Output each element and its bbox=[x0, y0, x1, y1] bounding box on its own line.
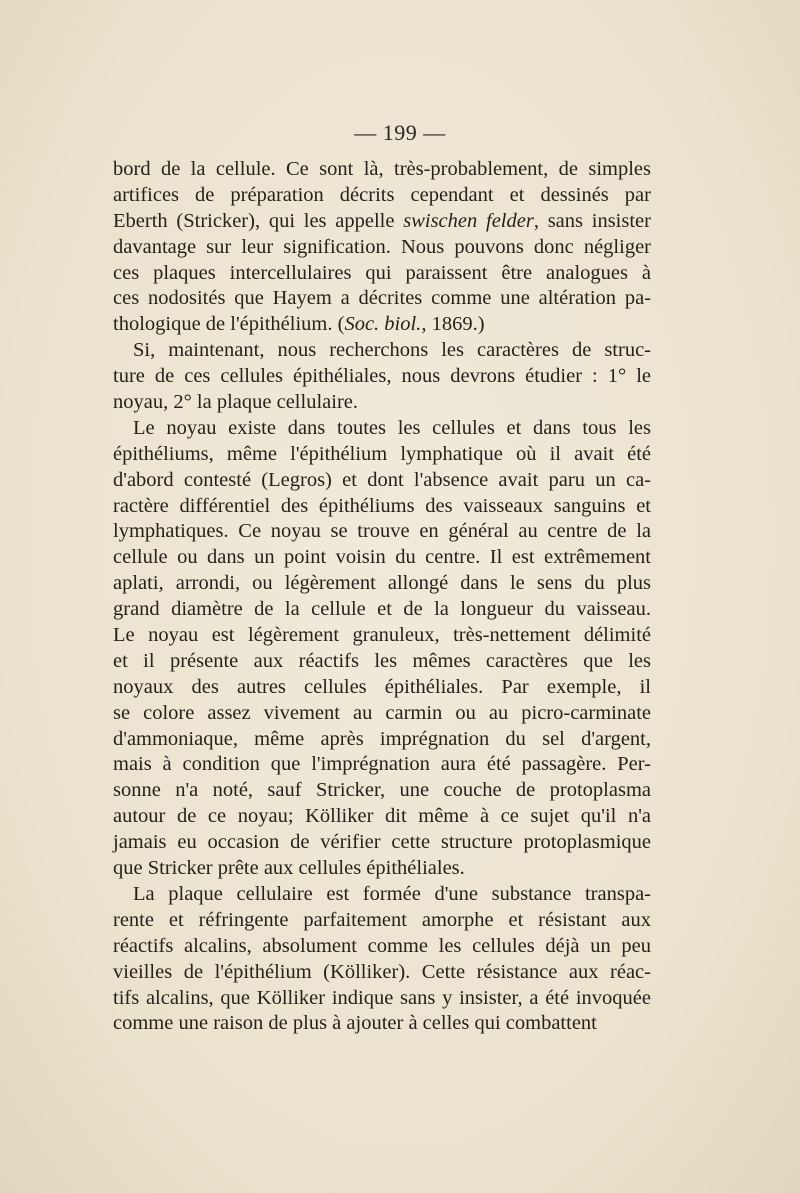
text-line: noyaux des autres cellules épithéliales. Par exemple, il bbox=[113, 675, 651, 698]
text-line: jamais eu occasion de vérifier cette structure protoplasmique bbox=[113, 831, 651, 854]
text-run: thologique de l'épithélium. ( bbox=[113, 313, 345, 336]
text-line: lymphatiques. Ce noyau se trouve en général au centre de la bbox=[113, 520, 651, 543]
text-line bbox=[113, 312, 651, 338]
text-line: La plaque cellulaire est formée d'une substance transpa- bbox=[133, 882, 651, 905]
text-line: artifices de préparation décrits cependant et dessinés par bbox=[113, 183, 651, 206]
text-line: ture de ces cellules épithéliales, nous devrons étudier : 1° le bbox=[113, 365, 651, 388]
text-line bbox=[113, 209, 651, 235]
text-line: rente et réfringente parfaitement amorphe et résistant aux bbox=[113, 908, 651, 931]
text-line: et il présente aux réactifs les mêmes caractères que les bbox=[113, 649, 651, 672]
page-number: — 199 — bbox=[354, 120, 446, 145]
text-line: cellule ou dans un point voisin du centre. Il est extrêmement bbox=[113, 546, 651, 569]
body-text bbox=[113, 157, 651, 1037]
text-run: Eberth (Stricker), qui les appelle bbox=[113, 209, 404, 232]
text-run: , 1869.) bbox=[421, 313, 485, 336]
text-line: bord de la cellule. Ce sont là, très-probablement, de simples bbox=[113, 158, 651, 180]
text-line: davantage sur leur signification. Nous pouvons donc négliger bbox=[113, 235, 651, 258]
text-line: noyau, 2° la plaque cellulaire. bbox=[113, 391, 358, 414]
text-line: ces nodosités que Hayem a décrites comme une altération pa- bbox=[113, 287, 651, 310]
text-line: tifs alcalins, que Kölliker indique sans y insister, a été invoquée bbox=[113, 986, 651, 1009]
text-line: se colore assez vivement au carmin ou au picro-carminate bbox=[113, 701, 651, 724]
text-run: , sans insister bbox=[533, 209, 651, 232]
paragraph bbox=[113, 157, 651, 338]
text-line: mais à condition que l'imprégnation aura été passagère. Per- bbox=[113, 753, 651, 776]
text-line: Si, maintenant, nous recherchons les caractères de struc- bbox=[133, 339, 651, 362]
text-line: d'abord contesté (Legros) et dont l'absence avait paru un ca- bbox=[113, 468, 651, 491]
text-line: ces plaques intercellulaires qui paraissent être analogues à bbox=[113, 261, 651, 284]
text-line: comme une raison de plus à ajouter à celles qui combattent bbox=[113, 1012, 597, 1035]
paragraph bbox=[113, 882, 651, 1037]
italic-text: Soc. biol. bbox=[344, 313, 422, 336]
text-line: sonne n'a noté, sauf Stricker, une couche de protoplasma bbox=[113, 779, 651, 802]
text-line: ractère différentiel des épithéliums des vaisseaux sanguins et bbox=[113, 494, 651, 517]
text-line: grand diamètre de la cellule et de la longueur du vaisseau. bbox=[113, 598, 651, 621]
text-line: que Stricker prête aux cellules épithéliales. bbox=[113, 857, 465, 880]
paragraph bbox=[113, 338, 651, 416]
text-line: épithéliums, même l'épithélium lymphatique où il avait été bbox=[113, 442, 651, 465]
text-line: Le noyau est légèrement granuleux, très-nettement délimité bbox=[113, 624, 651, 647]
text-line: aplati, arrondi, ou légèrement allongé dans le sens du plus bbox=[113, 572, 651, 595]
text-line: d'ammoniaque, même après imprégnation du sel d'argent, bbox=[113, 727, 651, 750]
text-line: réactifs alcalins, absolument comme les cellules déjà un peu bbox=[113, 934, 651, 957]
text-line: autour de ce noyau; Kölliker dit même à ce sujet qu'il n'a bbox=[113, 805, 651, 828]
italic-text: swischen felder bbox=[403, 209, 534, 232]
text-line: vieilles de l'épithélium (Kölliker). Cette résistance aux réac- bbox=[113, 960, 651, 983]
text-line: Le noyau existe dans toutes les cellules et dans tous les bbox=[133, 416, 651, 439]
paragraph bbox=[113, 416, 651, 882]
